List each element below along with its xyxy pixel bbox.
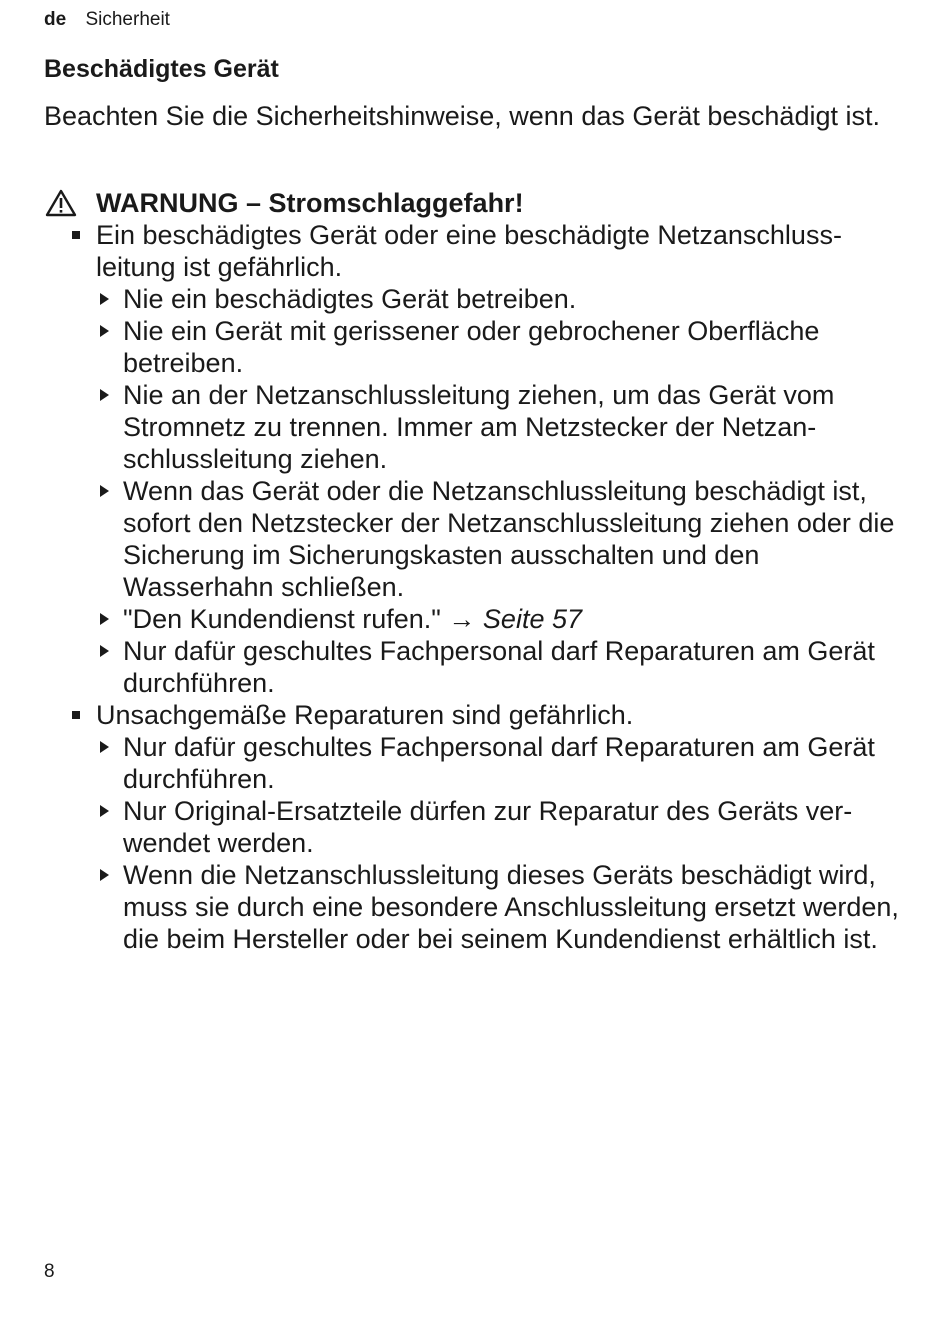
triangle-bullet-icon	[100, 325, 109, 337]
intro-text: Beachten Sie die Sicherheitshinweise, wenn das Gerät beschädigt ist.	[44, 101, 880, 131]
section-name: Sicherheit	[85, 9, 170, 30]
warning-triangle-icon	[45, 189, 77, 217]
instruction-text: "Den Kundendienst rufen."	[123, 604, 441, 634]
triangle-bullet-icon	[100, 645, 109, 657]
instruction-step	[96, 795, 904, 859]
triangle-bullet-icon	[100, 613, 109, 625]
instruction-text: Nie an der Netzanschlussleitung ziehen, um das Gerät vom Stromnetz zu trennen. Immer am Netzstecker der Netzanschlussleitung ziehen.	[123, 380, 835, 474]
arrow-right-icon: →	[448, 604, 476, 634]
instruction-step	[96, 283, 904, 315]
instruction-step	[96, 379, 904, 475]
instruction-text: Nie ein beschädigtes Gerät betreiben.	[123, 284, 577, 314]
warning-heading	[44, 187, 904, 219]
hazard-item	[44, 699, 904, 955]
instruction-step	[96, 731, 904, 795]
triangle-bullet-icon	[100, 389, 109, 401]
triangle-bullet-icon	[100, 293, 109, 305]
language-code: de	[44, 9, 67, 30]
triangle-bullet-icon	[100, 805, 109, 817]
instruction-step	[96, 603, 904, 635]
square-bullet-icon	[72, 231, 80, 239]
section-title: Beschädigtes Gerät	[44, 55, 279, 83]
hazard-text: Ein beschädigtes Gerät oder eine beschädigte Netzanschlussleitung ist gefährlich.	[96, 220, 842, 282]
instruction-text: Nur dafür geschultes Fachpersonal darf Reparaturen am Gerät durchführen.	[123, 636, 875, 698]
instruction-text: Wenn das Gerät oder die Netzanschlussleitung beschädigt ist, sofort den Netzstecker der Netzanschlussleitung ziehen oder die Sicherung im Sicherungskasten ausschalten und den Wasserhahn schließen.	[123, 476, 895, 602]
instruction-step	[96, 859, 904, 955]
instruction-step	[96, 475, 904, 603]
triangle-bullet-icon	[100, 485, 109, 497]
instruction-text: Wenn die Netzanschlussleitung dieses Geräts beschädigt wird, muss sie durch eine besondere Anschlussleitung ersetzt werden, die beim Hersteller oder bei seinem Kundendienst erhältlich ist.	[123, 860, 899, 954]
page-reference-link[interactable]: Seite 57	[482, 604, 582, 634]
page-number: 8	[44, 1261, 55, 1282]
triangle-bullet-icon	[100, 741, 109, 753]
hazard-item	[44, 219, 904, 699]
triangle-bullet-icon	[100, 869, 109, 881]
instruction-text: Nie ein Gerät mit gerissener oder gebrochener Oberfläche betreiben.	[123, 316, 820, 378]
hazard-text: Unsachgemäße Reparaturen sind gefährlich.	[96, 700, 634, 730]
warning-block	[44, 187, 904, 955]
instruction-step	[96, 635, 904, 699]
warning-heading-text: WARNUNG – Stromschlaggefahr!	[96, 188, 524, 218]
instruction-text: Nur dafür geschultes Fachpersonal darf Reparaturen am Gerät durchführen.	[123, 732, 875, 794]
square-bullet-icon	[72, 711, 80, 719]
instruction-text: Nur Original-Ersatzteile dürfen zur Reparatur des Geräts verwendet werden.	[123, 796, 853, 858]
instruction-step	[96, 315, 904, 379]
page-header	[44, 9, 170, 31]
